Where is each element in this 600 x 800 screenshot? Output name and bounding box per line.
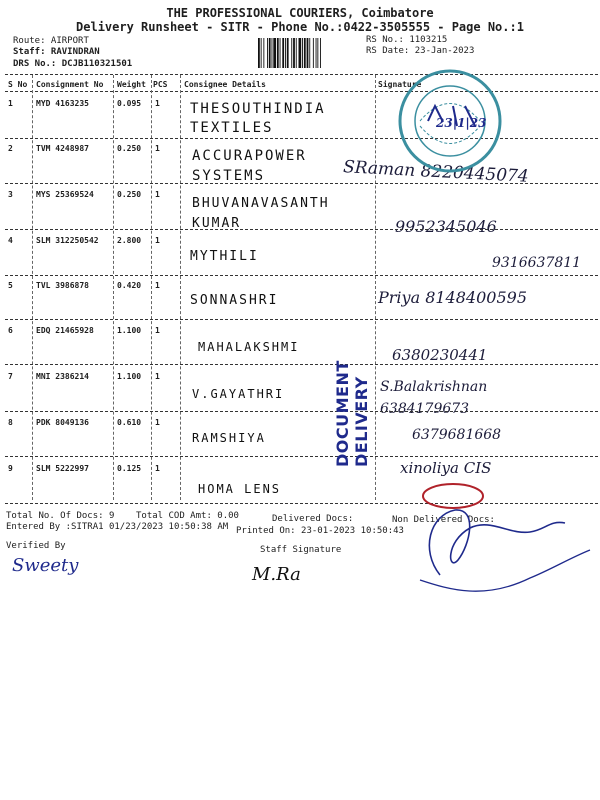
col-consignee: Consignee Details [184, 80, 266, 89]
row-rule [5, 319, 598, 320]
barcode-bar [293, 38, 295, 68]
row-pcs: 1 [155, 464, 160, 473]
row-weight: 0.250 [117, 144, 142, 153]
row-sno: 8 [8, 418, 13, 427]
row-sno: 3 [8, 190, 13, 199]
col-sno: S No [8, 80, 28, 89]
barcode-bar [313, 38, 314, 68]
barcode-bar [320, 38, 321, 68]
row-pcs: 1 [155, 99, 160, 108]
row-weight: 0.610 [117, 418, 142, 427]
row-sno: 1 [8, 99, 13, 108]
row-consignee: THESOUTHINDIA TEXTILES [190, 101, 326, 136]
seal-date: 23|1|23 [436, 116, 487, 130]
verified-by-label: Verified By [6, 541, 66, 551]
verified-signature: Sweety [12, 555, 79, 576]
company-title: THE PROFESSIONAL COURIERS, Coimbatore [166, 6, 434, 20]
col-weight: Weight [117, 80, 146, 89]
row-rule [5, 229, 598, 230]
row-signature: 9952345046 [395, 217, 497, 236]
row-weight: 2.800 [117, 236, 142, 245]
row-sno: 9 [8, 464, 13, 473]
header-rule-bottom [5, 91, 598, 92]
row-pcs: 1 [155, 418, 160, 427]
row-consignment: MNI 2386214 [36, 372, 89, 381]
row-rule [5, 183, 598, 184]
rs-number: RS No.: 1103215 [366, 35, 448, 45]
rs-date: RS Date: 23-Jan-2023 [366, 46, 475, 56]
barcode-bar [316, 38, 317, 68]
row-signature: SRaman 8220445074 [342, 157, 530, 187]
barcode-bar [258, 38, 260, 68]
document-delivery-stamp: DOCUMENT DELIVERY [333, 360, 371, 467]
total-cod: Total COD Amt: 0.00 [136, 511, 239, 521]
row-consignment: EDQ 21465928 [36, 326, 94, 335]
runsheet-title: Delivery Runsheet - SITR - Phone No.:0422-3505555 - Page No.:1 [76, 20, 524, 34]
barcode-bar [267, 38, 268, 68]
col-signature: Signature [378, 80, 422, 89]
row-weight: 1.100 [117, 372, 142, 381]
barcode-bar [302, 38, 303, 68]
row-consignment: TVL 3986878 [36, 281, 89, 290]
row-consignment: MYD 4163235 [36, 99, 89, 108]
col-consignment: Consignment No [36, 80, 104, 89]
row-weight: 0.250 [117, 190, 142, 199]
row-weight: 0.125 [117, 464, 142, 473]
row-pcs: 1 [155, 372, 160, 381]
row-consignee: RAMSHIYA [192, 431, 266, 445]
barcode-bar [277, 38, 279, 68]
row-consignee: SONNASHRI [190, 293, 279, 308]
barcode-bar [304, 38, 306, 68]
row-rule [5, 364, 598, 365]
barcode-bar [273, 38, 276, 68]
row-consignee: ACCURAPOWER SYSTEMS [192, 148, 307, 184]
row-consignee: V.GAYATHRI [192, 387, 285, 401]
row-signature: Priya 8148400595 [378, 288, 527, 307]
row-signature: 6379681668 [412, 427, 502, 443]
row-consignee: MAHALAKSHMI [198, 340, 300, 354]
row-sno: 5 [8, 281, 13, 290]
col-pcs: PCS [153, 80, 168, 89]
drs-number: DRS No.: DCJB110321501 [13, 59, 133, 69]
staff-signature-label: Staff Signature [260, 545, 342, 555]
barcode-bar [272, 38, 273, 68]
route-label: Route: AIRPORT [13, 36, 89, 46]
row-consignment: PDK 8049136 [36, 418, 89, 427]
row-consignee: MYTHILI [190, 249, 259, 264]
printed-on: Printed On: 23-01-2023 10:50:43 [236, 526, 404, 536]
barcode-bar [282, 38, 284, 68]
row-pcs: 1 [155, 236, 160, 245]
staff-signature: M.Ra [252, 564, 301, 585]
row-sno: 7 [8, 372, 13, 381]
staff-label: Staff: RAVINDRAN [13, 47, 100, 57]
row-pcs: 1 [155, 326, 160, 335]
non-delivered-docs: Non Delivered Docs: [392, 515, 495, 525]
row-consignment: SLM 5222997 [36, 464, 89, 473]
barcode-bar [299, 38, 302, 68]
row-sno: 6 [8, 326, 13, 335]
row-rule [5, 275, 598, 276]
barcode-bar [296, 38, 297, 68]
row-signature: 9316637811 [492, 255, 582, 271]
row-sno: 2 [8, 144, 13, 153]
total-docs: Total No. Of Docs: 9 [6, 511, 115, 521]
row-signature: S.Balakrishnan 6384179673 [380, 379, 488, 417]
row-consignee: BHUVANAVASANTH KUMAR [192, 196, 330, 231]
barcode-bar [309, 38, 310, 68]
row-pcs: 1 [155, 281, 160, 290]
row-consignee: HOMA LENS [198, 482, 282, 496]
barcode-bar [317, 38, 318, 68]
row-signature: 6380230441 [392, 346, 488, 364]
entered-by: Entered By :SITRA1 01/23/2023 10:50:38 AM [6, 522, 229, 532]
row-rule [5, 411, 598, 412]
row-consignment: TVM 4248987 [36, 144, 89, 153]
barcode-bar [263, 38, 264, 68]
red-circle-mark [418, 480, 488, 512]
row-sno: 4 [8, 236, 13, 245]
barcode-bar [291, 38, 292, 68]
row-consignment: SLM 312250542 [36, 236, 99, 245]
row-weight: 0.095 [117, 99, 142, 108]
barcode-bar [261, 38, 262, 68]
row-rule [5, 138, 598, 139]
barcode-bar [285, 38, 286, 68]
row-pcs: 1 [155, 190, 160, 199]
row-weight: 0.420 [117, 281, 142, 290]
barcode-bar [287, 38, 289, 68]
barcode-bar [269, 38, 271, 68]
row-signature: xinoliya CIS [400, 459, 492, 477]
row-pcs: 1 [155, 144, 160, 153]
delivered-docs: Delivered Docs: [272, 514, 354, 524]
row-consignment: MYS 25369524 [36, 190, 94, 199]
barcode [257, 38, 357, 68]
barcode-bar [280, 38, 281, 68]
header-rule-top [5, 74, 598, 75]
barcode-bar [307, 38, 309, 68]
row-weight: 1.100 [117, 326, 142, 335]
